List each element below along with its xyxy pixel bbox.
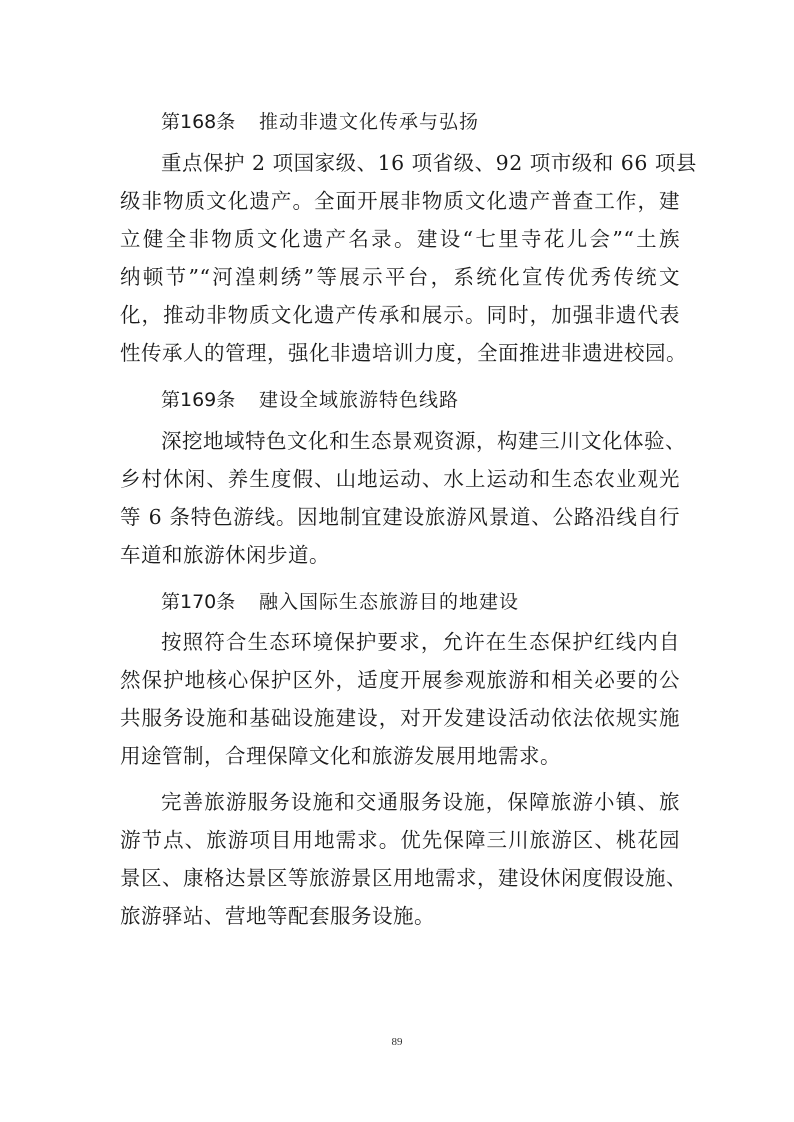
- article-title: 推动非遗文化传承与弘扬: [259, 111, 480, 133]
- paragraph-line: 完善旅游服务设施和交通服务设施，保障旅游小镇、旅: [161, 790, 680, 814]
- paragraph-line: 共服务设施和基础设施建设，对开发建设活动依法依规实施: [120, 706, 680, 730]
- article-number: 第168条: [161, 111, 236, 133]
- paragraph-line: 重点保护 2 项国家级、16 项省级、92 项市级和 66 项县: [161, 151, 697, 175]
- paragraph-line: 深挖地域特色文化和生态景观资源，构建三川文化体验、: [161, 429, 686, 453]
- paragraph-line: 等 6 条特色游线。因地制宜建设旅游风景道、公路沿线自行: [120, 505, 680, 529]
- paragraph-line: 性传承人的管理，强化非遗培训力度，全面推进非遗进校园。: [120, 341, 687, 365]
- page-number: 89: [391, 1036, 403, 1048]
- paragraph-line: 纳顿节”“河湟刺绣”等展示平台，系统化宣传优秀传统文: [120, 265, 680, 289]
- paragraph-line: 化，推动非物质文化遗产传承和展示。同时，加强非遗代表: [120, 303, 680, 327]
- paragraph-line: 按照符合生态环境保护要求，允许在生态保护红线内自: [161, 630, 680, 654]
- paragraph-line: 然保护地核心保护区外，适度开展参观旅游和相关必要的公: [120, 668, 680, 692]
- paragraph-line: 乡村休闲、养生度假、山地运动、水上运动和生态农业观光: [120, 467, 680, 491]
- paragraph-line: 级非物质文化遗产。全面开展非物质文化遗产普查工作，建: [120, 189, 680, 213]
- paragraph-line: 景区、康格达景区等旅游景区用地需求，建设休闲度假设施、: [120, 866, 687, 890]
- paragraph-line: 用途管制，合理保障文化和旅游发展用地需求。: [120, 744, 561, 768]
- article-title: 建设全域旅游特色线路: [259, 389, 460, 411]
- article-heading-168: [161, 111, 479, 132]
- article-heading-170: [161, 591, 519, 612]
- paragraph-line: 立健全非物质文化遗产名录。建设“七里寺花儿会”“土族: [120, 227, 680, 251]
- article-title: 融入国际生态旅游目的地建设: [259, 591, 520, 613]
- article-heading-169: [161, 389, 459, 410]
- paragraph-line: 车道和旅游休闲步道。: [120, 543, 330, 567]
- article-number: 第170条: [161, 591, 236, 613]
- article-number: 第169条: [161, 389, 236, 411]
- paragraph-line: 旅游驿站、营地等配套服务设施。: [120, 904, 435, 928]
- paragraph-line: 游节点、旅游项目用地需求。优先保障三川旅游区、桃花园: [120, 828, 680, 852]
